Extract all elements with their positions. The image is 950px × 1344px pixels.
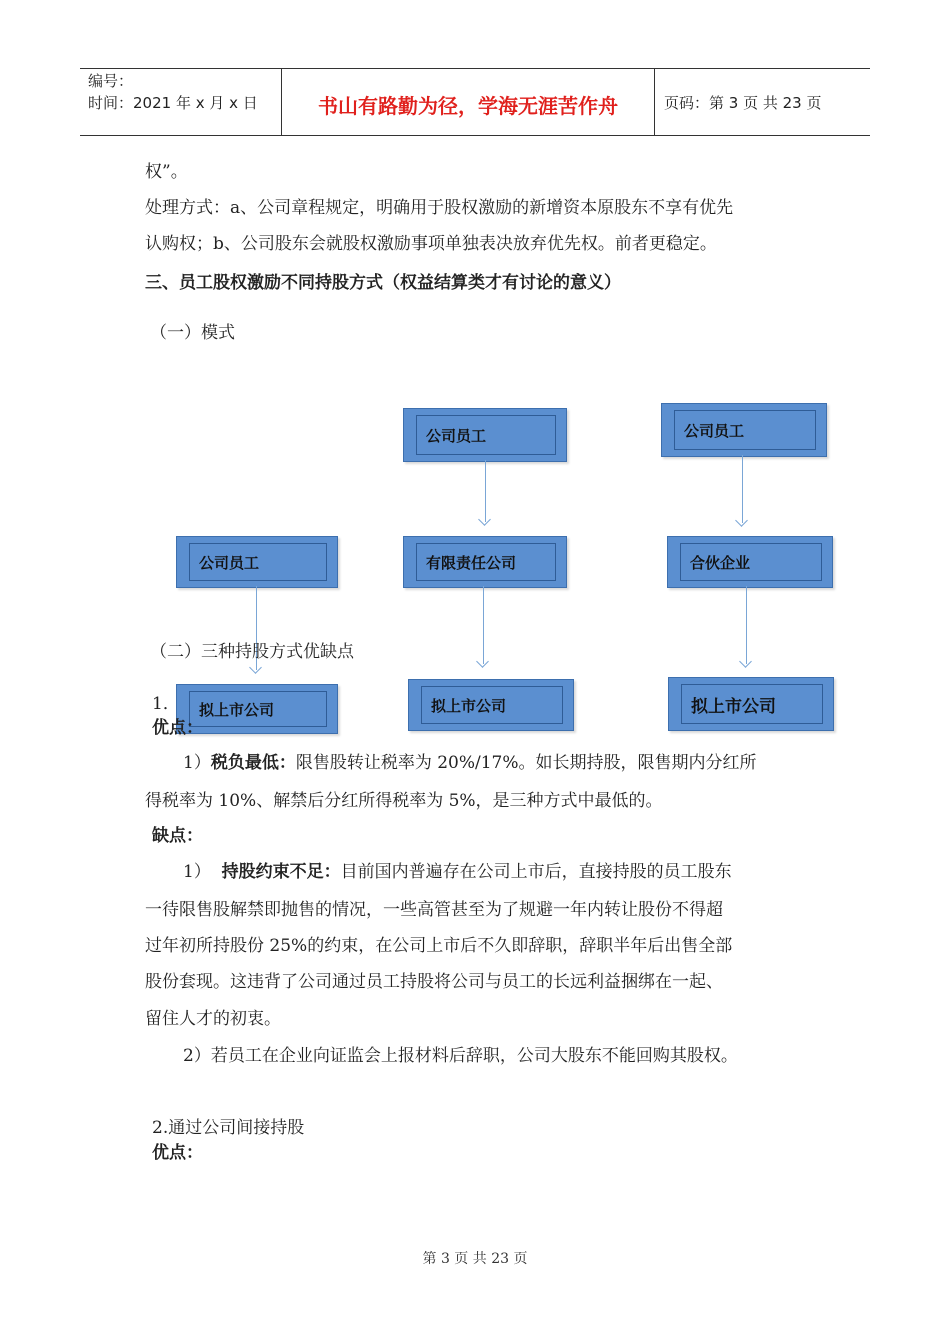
diagram-node: 有限责任公司 [403,536,567,588]
diagram-node: 合伙企业 [667,536,833,588]
diagram-arrow [746,586,747,664]
paragraph-line: 1）税负最低：限售股转让税率为 20%/17%。如长期持股，限售期内分红所 [183,753,757,773]
advantages-label: 优点： [152,718,203,738]
header-page-label: 页码：第 3 页 共 23 页 [664,94,822,112]
header-divider-left [281,68,282,136]
doc-time-label: 时间：2021 年 x 月 x 日 [88,94,258,112]
paragraph-line: 处理方式：a、公司章程规定，明确用于股权激励的新增资本原股东不享有优先 [145,198,734,218]
header-meta [88,70,258,114]
advantages-label: 优点： [152,1143,203,1163]
page-footer: 第 3 页 共 23 页 [422,1251,528,1267]
diagram-arrow [742,455,743,523]
diagram-node: 公司员工 [176,536,338,588]
doc-number-label: 编号： [88,72,134,90]
paragraph-line: 认购权；b、公司股东会就股权激励事项单独表决放弃优先权。前者更稳定。 [145,234,717,254]
paragraph-line: 权”。 [145,162,188,182]
diagram-node: 公司员工 [661,403,827,457]
diagram-node: 公司员工 [403,408,567,462]
diagram-node: 拟上市公司 [176,684,338,734]
header-bottom-border [80,135,870,136]
paragraph-line: 一待限售股解禁即抛售的情况，一些高管甚至为了规避一年内转让股份不得超 [145,900,723,920]
header-top-border [80,68,870,69]
paragraph-line: 留住人才的初衷。 [145,1009,281,1029]
item-number: 1． [152,694,180,714]
item-number: 2.通过公司间接持股 [152,1118,305,1138]
header-motto: 书山有路勤为径，学海无涯苦作舟 [318,94,618,118]
paragraph-line: 1） 持股约束不足：目前国内普遍存在公司上市后，直接持股的员工股东 [183,862,732,882]
paragraph-line: 2）若员工在企业向证监会上报材料后辞职，公司大股东不能回购其股权。 [183,1046,738,1066]
diagram-node: 拟上市公司 [668,677,834,731]
diagram-arrow [483,586,484,664]
disadvantages-label: 缺点： [152,826,203,846]
diagram-arrow [485,460,486,522]
paragraph-line: 过年初所持股份 25%的约束，在公司上市后不久即辞职，辞职半年后出售全部 [145,936,733,956]
subsection-title: （一）模式 [150,323,235,343]
paragraph-line: 股份套现。这违背了公司通过员工持股将公司与员工的长远利益捆绑在一起、 [145,972,723,992]
paragraph-line: 得税率为 10%、解禁后分红所得税率为 5%，是三种方式中最低的。 [145,791,663,811]
diagram-node: 拟上市公司 [408,679,574,731]
subsection-title: （二）三种持股方式优缺点 [150,642,354,662]
header-divider-right [654,68,655,136]
section-heading: 三、员工股权激励不同持股方式（权益结算类才有讨论的意义） [145,273,621,293]
